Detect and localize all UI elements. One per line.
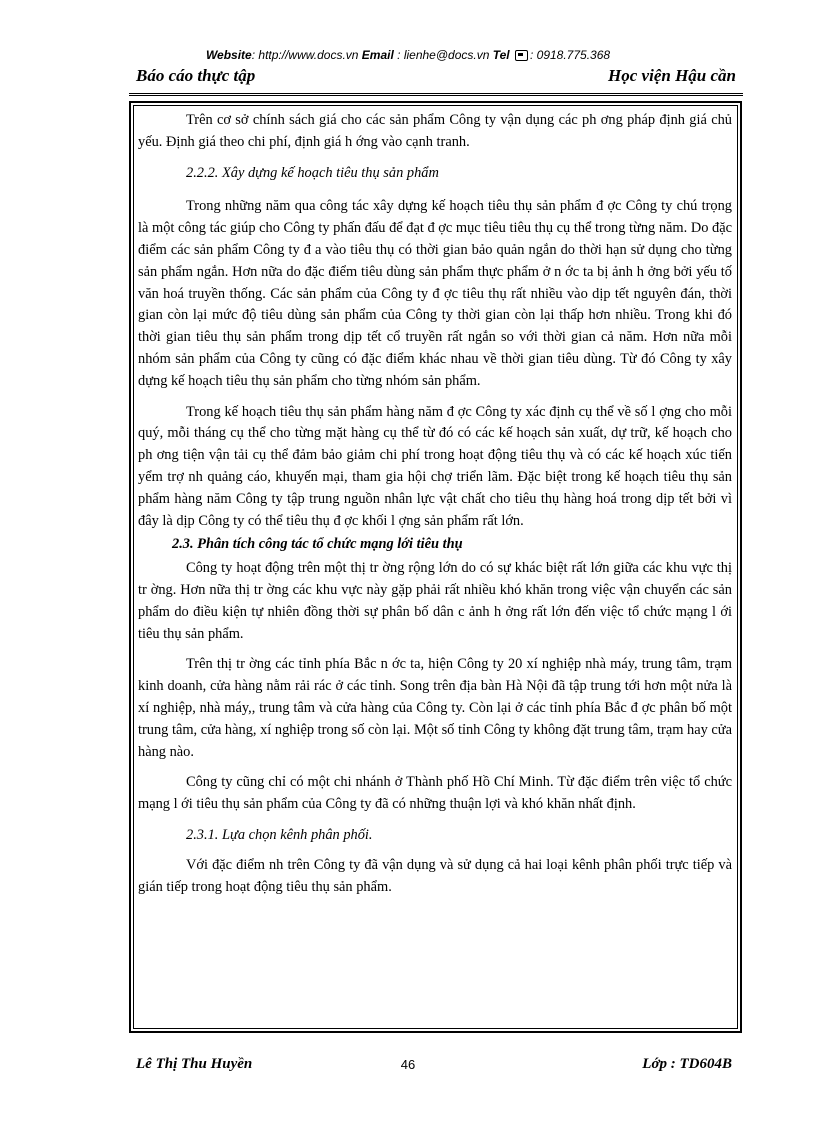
class-label: Lớp : TD604B (642, 1056, 732, 1072)
heading-2-3: 2.3. Phân tích công tác tổ chức mạng lới tiêu thụ (172, 536, 463, 553)
email-label: Email (361, 48, 394, 62)
heading-2-3-1: 2.3.1. Lựa chọn kênh phân phối. (186, 826, 373, 843)
phone-icon (515, 50, 528, 61)
header-rule (129, 93, 743, 96)
website-label: Website (205, 48, 252, 62)
tel-label: Tel (492, 48, 510, 62)
paragraph-1: Trên cơ sở chính sách giá cho các sản phẩm Công ty vận dụng các ph ơng pháp định giá chủ yếu. Định giá theo chi phí, định giá h ớng vào cạnh tranh. (138, 112, 732, 150)
paragraph-7: Với đặc điểm nh trên Công ty đã vận dụng và sử dụng cả hai loại kênh phân phối trực tiếp và gián tiếp trong hoạt động tiêu thụ sản phẩm. (138, 856, 732, 895)
page-number: 46 (400, 1057, 416, 1072)
paragraph-4: Công ty hoạt động trên một thị tr ờng rộng lớn do có sự khác biệt rất lớn giữa các khu vực thị tr ờng. Hơn nữa thị tr ờng các khu vực này gặp phải rất nhiều khó khăn trong việc vận chuyển các sản phẩm do điều kiện tự nhiên đồng thời sự phân bố dân c ảnh h ởng rất lớn đến việc tổ chức mạng l ới tiêu thụ sản phẩm. (138, 560, 732, 642)
website-value: : http://www.docs.vn (251, 48, 359, 62)
paragraph-5: Trên thị tr ờng các tỉnh phía Bắc n ớc ta, hiện Công ty 20 xí nghiệp nhà máy, trung tâm, trạm kinh doanh, cửa hàng nằm rải rác ở các tỉnh. Song trên địa bàn Hà Nội đã tập trung tới hơn một nửa là xí nghiệp, nhà máy,, trung tâm và cửa hàng của Công ty. Còn lại ở các tỉnh phía Bắc đ ợc phân bố một trung tâm, cửa hàng, xí nghiệp trong số còn lại. Một số tỉnh Công ty không đặt trung tâm, trạm hay cửa hàng nào. (138, 656, 732, 760)
contact-line (0, 48, 816, 62)
email-value: : lienhe@docs.vn (397, 48, 490, 62)
paragraph-3: Trong kế hoạch tiêu thụ sản phẩm hàng năm đ ợc Công ty xác định cụ thể về số l ợng cho mỗi quý, mỗi tháng cụ thể cho từng mặt hàng cụ thể từ đó có các kế hoạch sản xuất, dự trữ, kế hoạch cho ph ơng tiện vận tải cụ thể đảm bảo giảm chi phí trong hoạt động tiêu thụ và có các kế hoạch xúc tiến yểm trợ nh quảng cáo, khuyến mại, tham gia hội chợ triển lãm. Đặc biệt trong kế hoạch tiêu thụ sản phẩm hàng năm Công ty tập trung nguồn nhân lực vật chất cho tiêu thụ hàng hoá trong dịp tết bởi vì đây là dịp Công ty có thể tiêu thụ đ ợc khối l ợng sản phẩm rất lớn. (138, 403, 732, 529)
paragraph-6: Công ty cũng chỉ có một chi nhánh ở Thành phố Hồ Chí Minh. Từ đặc điểm trên việc tổ chức mạng l ới tiêu thụ sản phẩm của Công ty đã có những thuận lợi và khó khăn nhất định. (138, 774, 732, 813)
paragraph-2: Trong những năm qua công tác xây dựng kế hoạch tiêu thụ sản phẩm đ ợc Công ty chú trọng là một công tác giúp cho Công ty phấn đấu để đạt đ ợc mục tiêu tiêu thụ cụ thể trong từng năm. Do đặc điểm các sản phẩm Công ty đ a vào tiêu thụ có thời gian bảo quản ngắn do thời hạn sử dụng cho từng sản phẩm ngắn. Hơn nữa do đặc điểm tiêu dùng sản phẩm thực phẩm ở n ớc ta bị ảnh h ởng bởi yếu tố văn hoá truyền thống. Các sản phẩm của Công ty đ ợc tiêu thụ rất nhiều vào dịp tết nguyên đán, thời gian còn lại mức độ tiêu dùng sản phẩm của Công ty thời gian còn lại thấp hơn nhiều. Trong khi đó thời gian tiêu thụ sản phẩm trong dịp tết cổ truyền rất ngắn so với thời gian cả năm. Hơn nữa mỗi nhóm sản phẩm của Công ty cũng có đặc điểm khác nhau về thời gian tiêu dùng. Từ đó Công ty xây dựng kế hoạch tiêu thụ sản phẩm cho từng nhóm sản phẩm. (138, 198, 732, 389)
institution-title: Học viện Hậu cần (608, 66, 736, 85)
page-body (138, 110, 732, 907)
author-name: Lê Thị Thu Huyền (136, 1056, 253, 1072)
report-title: Báo cáo thực tập (136, 66, 256, 85)
heading-2-2-2: 2.2.2. Xây dựng kế hoạch tiêu thụ sản phẩm (186, 164, 439, 181)
tel-value: : 0918.775.368 (529, 48, 611, 62)
